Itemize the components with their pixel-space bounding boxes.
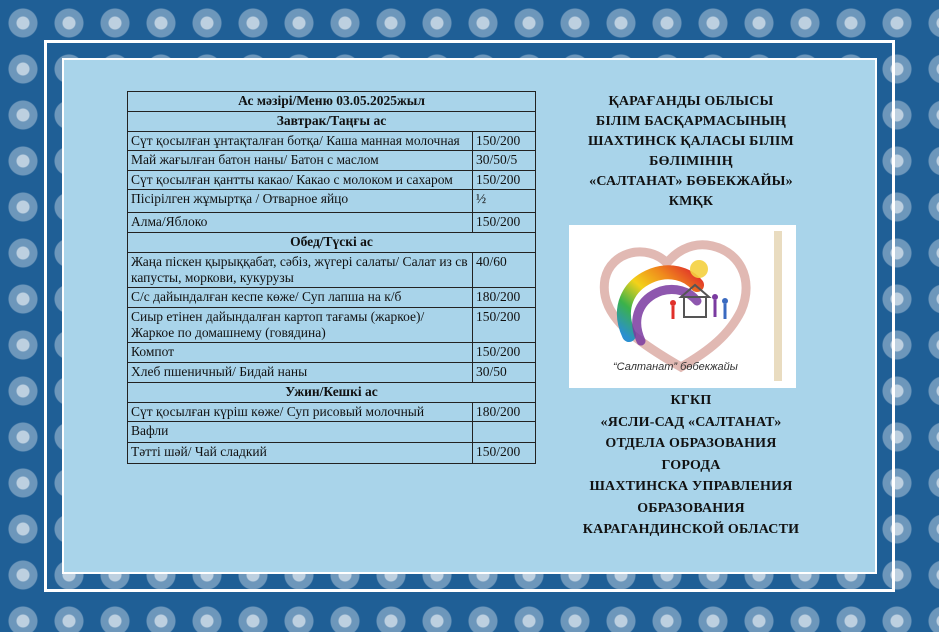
menu-qty <box>473 422 536 443</box>
menu-row <box>128 403 536 422</box>
logo-caption: “Салтанат” бөбекжайы <box>613 361 738 373</box>
menu-qty: 150/200 <box>473 171 536 190</box>
menu-item: Пісірілген жұмыртқа / Отварное яйцо <box>128 190 473 213</box>
org-kz-line: БӨЛІМІНІҢ <box>649 154 733 169</box>
org-kz-line: ҚАРАҒАНДЫ ОБЛЫСЫ <box>608 94 774 109</box>
menu-item: Сүт қосылған ұнтақталған ботқа/ Каша манная молочная <box>128 132 473 151</box>
menu-row <box>128 343 536 363</box>
menu-item: Вафли <box>128 422 473 443</box>
menu-row <box>128 132 536 151</box>
menu-item: Сүт қосылған қантты какао/ Какао с молоком и сахаром <box>128 171 473 190</box>
menu-item: Хлеб пшеничный/ Бидай наны <box>128 363 473 383</box>
menu-row <box>128 213 536 233</box>
org-ru-line: КАРАГАНДИНСКОЙ ОБЛАСТИ <box>582 522 800 537</box>
organization-name-kazakh <box>560 92 822 212</box>
menu-row <box>128 171 536 190</box>
section-header-row <box>128 233 536 253</box>
menu-item: С/с дайындалған кеспе көже/ Суп лапша на к/б <box>128 288 473 308</box>
org-ru-line: КГКП <box>670 393 712 408</box>
org-ru-line: ГОРОДА <box>661 457 721 473</box>
menu-item: Жаңа піскен қырыққабат, сәбіз, жүгері салаты/ Салат из св капусты, моркови, кукурузы <box>128 253 473 288</box>
menu-title-row <box>128 92 536 112</box>
org-ru-line: ШАХТИНСКА УПРАВЛЕНИЯ <box>589 479 793 494</box>
org-kz-line: БІЛІМ БАСҚАРМАСЫНЫҢ <box>595 114 787 129</box>
organization-name-russian <box>560 390 822 541</box>
menu-row <box>128 422 536 443</box>
menu-item: Компот <box>128 343 473 363</box>
org-ru-line: ОТДЕЛА ОБРАЗОВАНИЯ <box>605 436 777 451</box>
menu-row <box>128 363 536 383</box>
menu-row <box>128 308 536 343</box>
section-header-row <box>128 112 536 132</box>
menu-qty: 150/200 <box>473 443 536 464</box>
menu-qty: 150/200 <box>473 132 536 151</box>
org-kz-line: ШАХТИНСК ҚАЛАСЫ БІЛІМ <box>588 134 794 149</box>
menu-qty: 30/50 <box>473 363 536 383</box>
org-ru-line: ОБРАЗОВАНИЯ <box>637 500 745 516</box>
menu-row <box>128 151 536 171</box>
menu-qty: 180/200 <box>473 288 536 308</box>
org-kz-line: КМҚК <box>668 194 714 209</box>
menu-qty: 150/200 <box>473 308 536 343</box>
menu-row <box>128 288 536 308</box>
menu-table <box>127 91 536 464</box>
kindergarten-logo <box>569 225 796 388</box>
menu-item: Сүт қосылған күріш көже/ Суп рисовый молочный <box>128 403 473 422</box>
menu-item: Сиыр етінен дайындалған картоп тағамы (жаркое)/ Жаркое по домашнему (говядина) <box>128 308 473 343</box>
menu-item: Май жағылған батон наны/ Батон с маслом <box>128 151 473 171</box>
menu-qty: 40/60 <box>473 253 536 288</box>
section-header-row <box>128 383 536 403</box>
menu-qty: 180/200 <box>473 403 536 422</box>
menu-qty: 150/200 <box>473 343 536 363</box>
org-ru-line: «ЯСЛИ-САД «САЛТАНАТ» <box>600 414 782 430</box>
menu-qty: 150/200 <box>473 213 536 233</box>
section-title-lunch: Обед/Түскі ас <box>128 233 536 253</box>
section-title-breakfast: Завтрак/Таңғы ас <box>128 112 536 132</box>
menu-row <box>128 253 536 288</box>
menu-title: Ас мәзірі/Меню 03.05.2025жыл <box>128 92 536 112</box>
menu-qty: ½ <box>473 190 536 213</box>
menu-row <box>128 443 536 464</box>
menu-qty: 30/50/5 <box>473 151 536 171</box>
menu-row <box>128 190 536 213</box>
section-title-dinner: Ужин/Кешкі ас <box>128 383 536 403</box>
menu-item: Алма/Яблоко <box>128 213 473 233</box>
org-kz-line: «САЛТАНАТ» БӨБЕКЖАЙЫ» <box>589 174 793 189</box>
menu-item: Тәтті шәй/ Чай сладкий <box>128 443 473 464</box>
